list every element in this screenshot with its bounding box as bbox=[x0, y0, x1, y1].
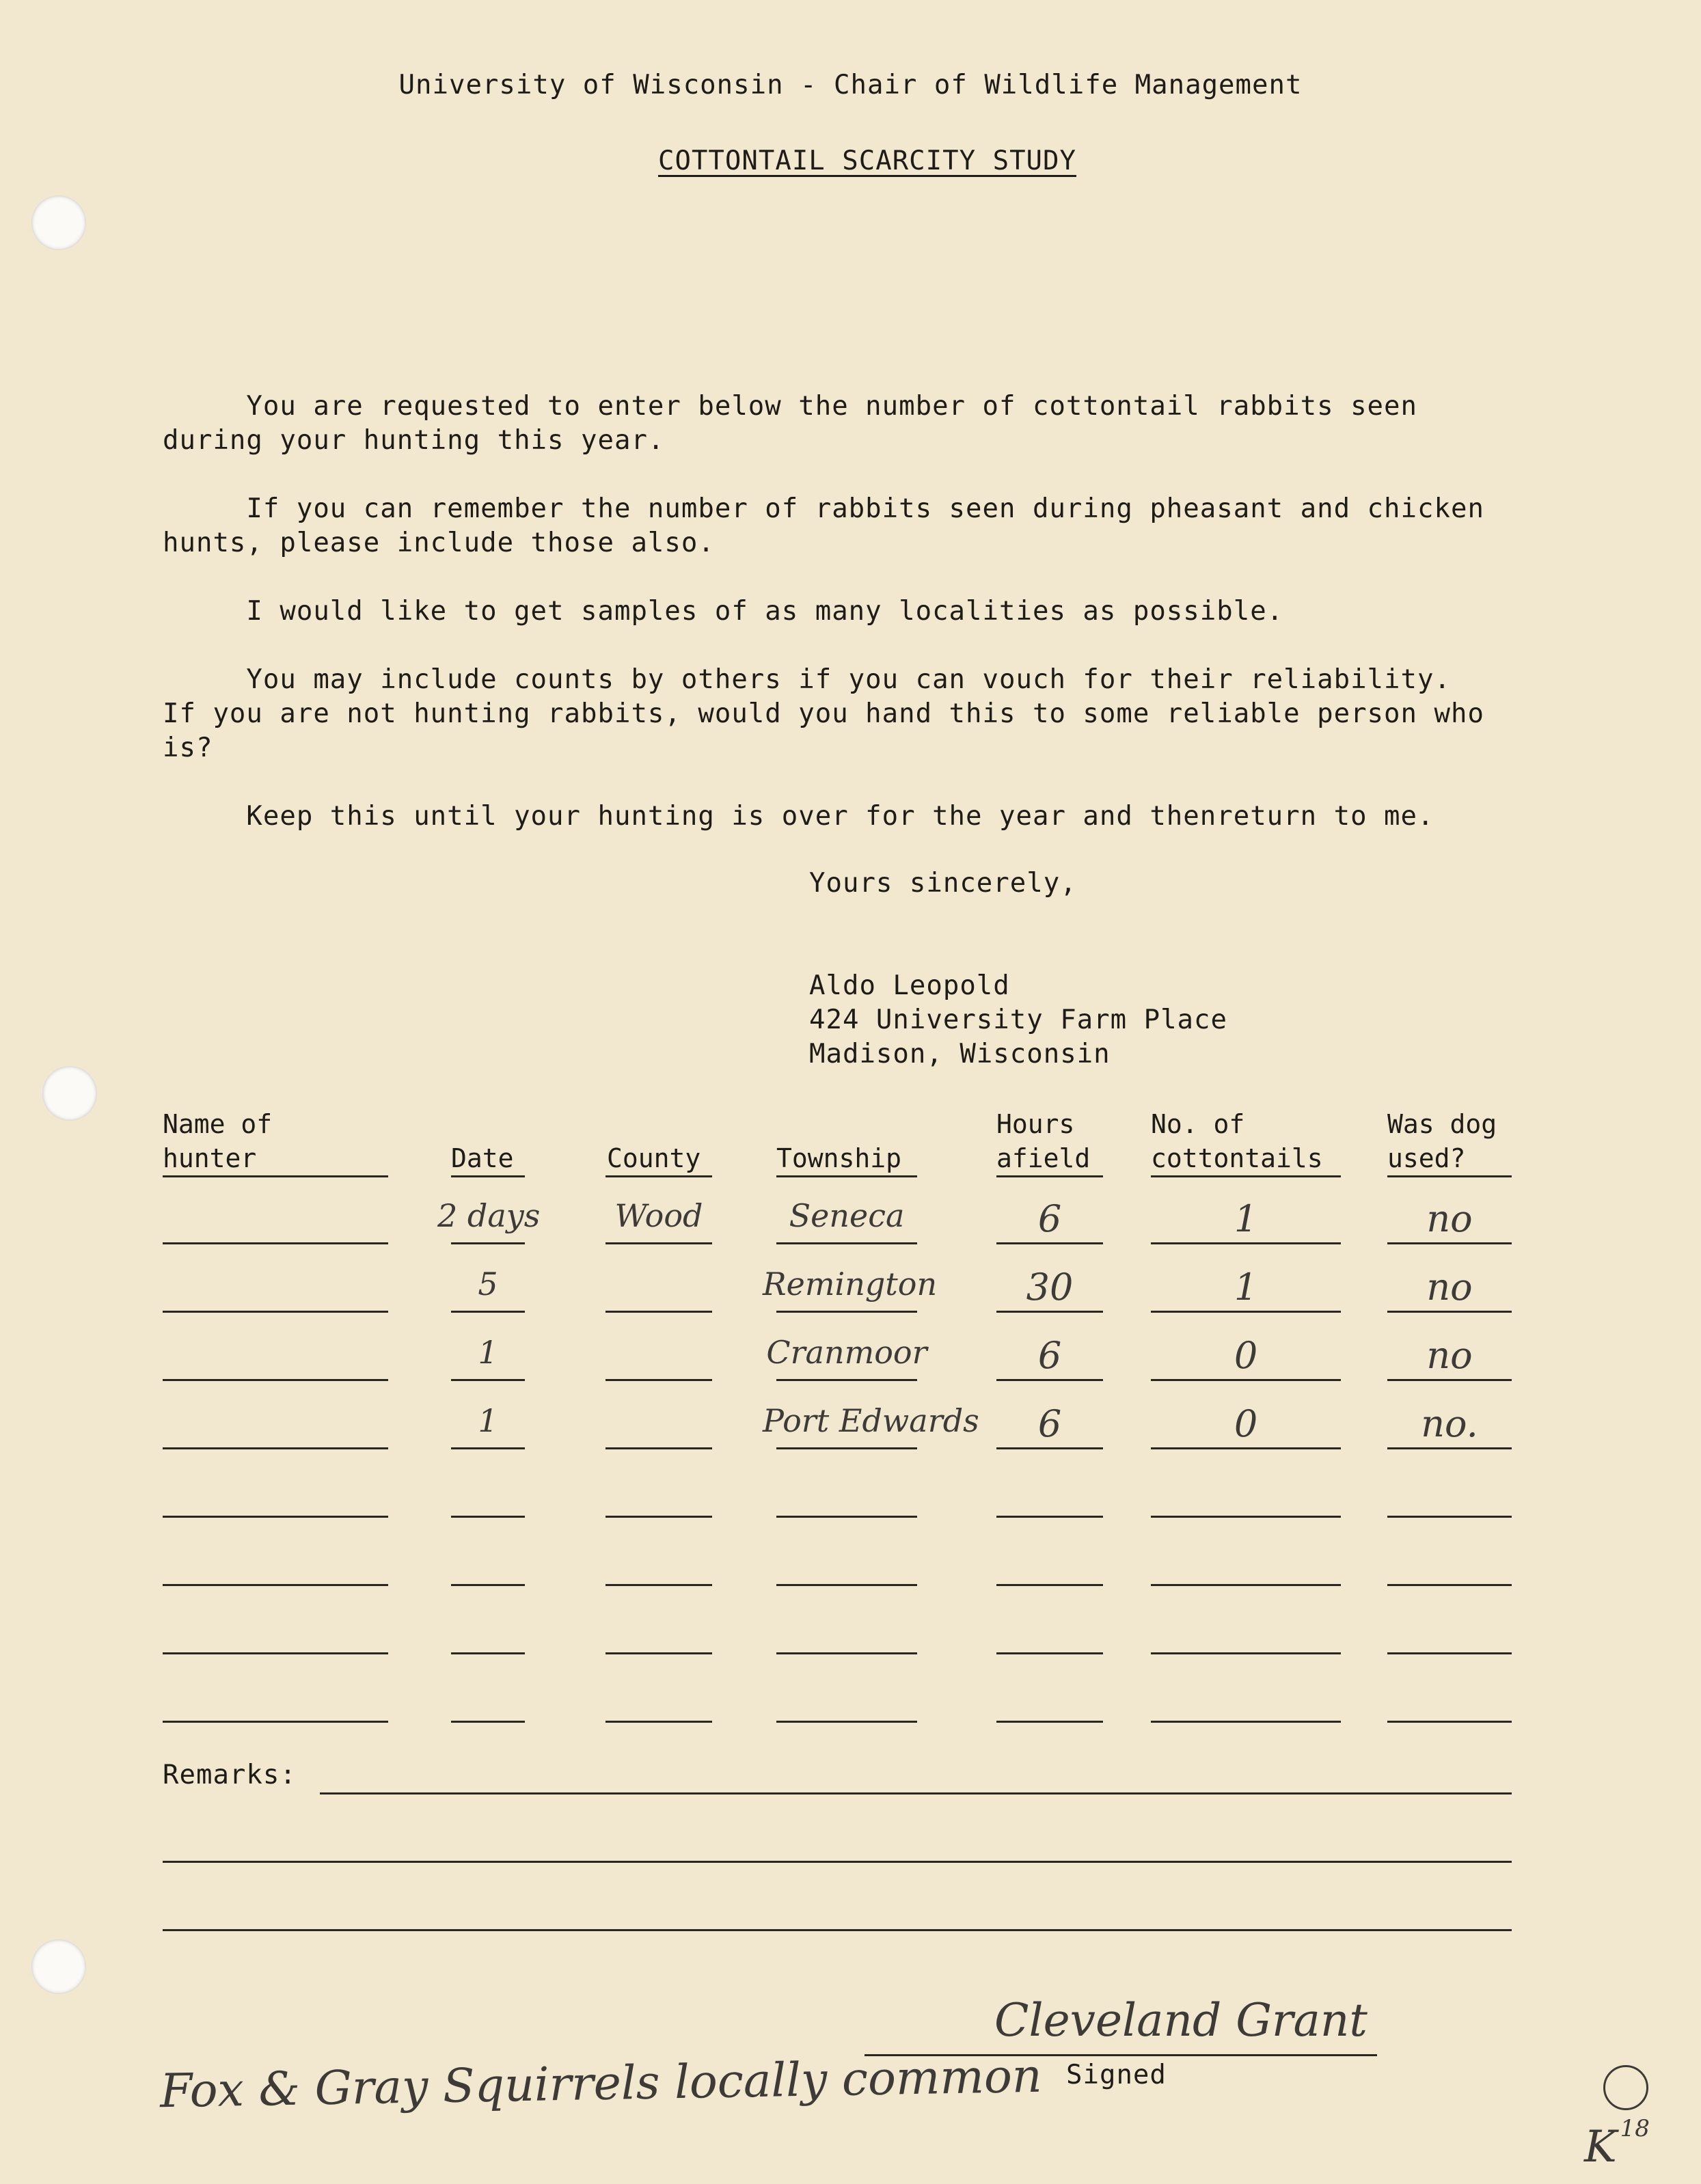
header-county: County bbox=[607, 1143, 701, 1173]
header-was-dog-used: Was dog used? bbox=[1387, 1109, 1497, 1173]
cell-hours: 6 bbox=[1037, 1197, 1062, 1240]
cell-dog: no bbox=[1426, 1334, 1473, 1377]
entry-line-dog[interactable] bbox=[1387, 1721, 1512, 1723]
signature-label: Signed bbox=[1066, 2060, 1167, 2090]
entry-line-dog[interactable] bbox=[1387, 1652, 1512, 1654]
signer-address-line-1: 424 University Farm Place bbox=[809, 1005, 1227, 1035]
entry-line-township[interactable] bbox=[776, 1721, 917, 1723]
institution-heading: University of Wisconsin - Chair of Wildlife Management bbox=[398, 70, 1303, 100]
header-underline-count bbox=[1151, 1175, 1341, 1177]
binder-hole-bottom bbox=[31, 1939, 86, 1994]
cell-count: 1 bbox=[1234, 1266, 1258, 1309]
remarks-handwritten: Fox & Gray Squirrels locally common bbox=[159, 2049, 1043, 2119]
header-name-of-hunter: Name of hunter bbox=[163, 1109, 273, 1173]
corner-check-mark: K bbox=[1584, 2122, 1617, 2172]
remarks-label: Remarks: bbox=[163, 1760, 297, 1790]
signature-handwritten: Cleveland Grant bbox=[994, 1994, 1367, 2047]
entry-line-dog[interactable] bbox=[1387, 1379, 1512, 1381]
remarks-line-2[interactable] bbox=[163, 1861, 1512, 1863]
signer-address-line-2: Madison, Wisconsin bbox=[809, 1039, 1111, 1069]
entry-line-township[interactable] bbox=[776, 1379, 917, 1381]
entry-line-name[interactable] bbox=[163, 1311, 388, 1313]
entry-line-date[interactable] bbox=[451, 1652, 525, 1654]
binder-hole-middle bbox=[42, 1066, 97, 1121]
entry-line-county[interactable] bbox=[605, 1652, 712, 1654]
cell-dog: no. bbox=[1421, 1402, 1478, 1445]
entry-line-name[interactable] bbox=[163, 1516, 388, 1518]
entry-line-township[interactable] bbox=[776, 1652, 917, 1654]
entry-line-county[interactable] bbox=[605, 1447, 712, 1449]
header-underline-hours bbox=[996, 1175, 1103, 1177]
entry-line-hours[interactable] bbox=[996, 1447, 1103, 1449]
entry-line-dog[interactable] bbox=[1387, 1447, 1512, 1449]
cell-hours: 30 bbox=[1026, 1266, 1074, 1309]
cell-dog: no bbox=[1426, 1197, 1473, 1240]
entry-line-name[interactable] bbox=[163, 1584, 388, 1586]
entry-line-name[interactable] bbox=[163, 1447, 388, 1449]
cell-hours: 6 bbox=[1037, 1402, 1062, 1445]
cell-count: 0 bbox=[1234, 1334, 1258, 1377]
cell-township: Seneca bbox=[789, 1197, 905, 1234]
entry-line-dog[interactable] bbox=[1387, 1584, 1512, 1586]
entry-line-count[interactable] bbox=[1151, 1311, 1341, 1313]
entry-line-hours[interactable] bbox=[996, 1311, 1103, 1313]
cell-township: Port Edwards bbox=[763, 1402, 979, 1439]
cell-county: Wood bbox=[614, 1197, 703, 1234]
header-hours-afield: Hours afield bbox=[996, 1109, 1091, 1173]
entry-line-date[interactable] bbox=[451, 1516, 525, 1518]
entry-line-county[interactable] bbox=[605, 1584, 712, 1586]
entry-line-dog[interactable] bbox=[1387, 1242, 1512, 1244]
entry-line-county[interactable] bbox=[605, 1516, 712, 1518]
paragraph-1: You are requested to enter below the number of cottontail rabbits seen during your hunting this year. bbox=[163, 391, 1417, 456]
header-township: Township bbox=[776, 1143, 902, 1173]
entry-line-count[interactable] bbox=[1151, 1447, 1341, 1449]
header-no-of-cottontails: No. of cottontails bbox=[1151, 1109, 1323, 1173]
remarks-line-3[interactable] bbox=[163, 1929, 1512, 1931]
cell-date: 5 bbox=[478, 1266, 498, 1302]
entry-line-township[interactable] bbox=[776, 1311, 917, 1313]
cell-dog: no bbox=[1426, 1266, 1473, 1309]
entry-line-county[interactable] bbox=[605, 1311, 712, 1313]
cell-date: 2 days bbox=[437, 1197, 541, 1234]
header-date: Date bbox=[451, 1143, 514, 1173]
form-title bbox=[0, 115, 1701, 176]
form-title-text: COTTONTAIL SCARCITY STUDY bbox=[657, 146, 1076, 176]
entry-line-date[interactable] bbox=[451, 1721, 525, 1723]
entry-line-county[interactable] bbox=[605, 1242, 712, 1244]
entry-line-date[interactable] bbox=[451, 1242, 525, 1244]
paragraph-4: You may include counts by others if you can vouch for their reliability. If you are not hunting rabbits, would you hand this to some reliable person who is? bbox=[163, 664, 1484, 763]
entry-line-count[interactable] bbox=[1151, 1584, 1341, 1586]
entry-line-date[interactable] bbox=[451, 1447, 525, 1449]
entry-line-date[interactable] bbox=[451, 1584, 525, 1586]
entry-line-hours[interactable] bbox=[996, 1652, 1103, 1654]
entry-line-dog[interactable] bbox=[1387, 1311, 1512, 1313]
entry-line-township[interactable] bbox=[776, 1447, 917, 1449]
header-underline-township bbox=[776, 1175, 917, 1177]
binder-hole-top bbox=[31, 195, 86, 250]
cell-date: 1 bbox=[478, 1334, 498, 1371]
entry-line-date[interactable] bbox=[451, 1379, 525, 1381]
entry-line-township[interactable] bbox=[776, 1584, 917, 1586]
entry-line-county[interactable] bbox=[605, 1379, 712, 1381]
header-underline-date bbox=[451, 1175, 525, 1177]
entry-line-hours[interactable] bbox=[996, 1242, 1103, 1244]
cell-count: 1 bbox=[1234, 1197, 1258, 1240]
paragraph-2: If you can remember the number of rabbits seen during pheasant and chicken hunts, please include those also. bbox=[163, 493, 1484, 558]
paragraph-5: Keep this until your hunting is over for the year and thenreturn to me. bbox=[163, 801, 1434, 832]
entry-line-count[interactable] bbox=[1151, 1379, 1341, 1381]
entry-line-township[interactable] bbox=[776, 1516, 917, 1518]
cell-hours: 6 bbox=[1037, 1334, 1062, 1377]
cell-township: Remington bbox=[763, 1266, 938, 1302]
entry-line-name[interactable] bbox=[163, 1242, 388, 1244]
entry-line-hours[interactable] bbox=[996, 1379, 1103, 1381]
entry-line-hours[interactable] bbox=[996, 1721, 1103, 1723]
signer-name: Aldo Leopold bbox=[809, 970, 1010, 1001]
cell-township: Cranmoor bbox=[766, 1334, 927, 1371]
entry-line-name[interactable] bbox=[163, 1379, 388, 1381]
cell-date: 1 bbox=[478, 1402, 498, 1439]
entry-line-hours[interactable] bbox=[996, 1516, 1103, 1518]
paragraph-3: I would like to get samples of as many localities as possible. bbox=[163, 596, 1284, 627]
entry-line-count[interactable] bbox=[1151, 1242, 1341, 1244]
entry-line-date[interactable] bbox=[451, 1311, 525, 1313]
header-underline-dog bbox=[1387, 1175, 1512, 1177]
closing: Yours sincerely, bbox=[809, 868, 1077, 899]
cell-count: 0 bbox=[1234, 1402, 1258, 1445]
entry-line-hours[interactable] bbox=[996, 1584, 1103, 1586]
entry-line-name[interactable] bbox=[163, 1721, 388, 1723]
entry-line-count[interactable] bbox=[1151, 1652, 1341, 1654]
page-number-mark bbox=[1603, 2065, 1650, 2142]
header-underline-name bbox=[163, 1175, 388, 1177]
page-number-text: 18 bbox=[1620, 2115, 1650, 2142]
entry-line-dog[interactable] bbox=[1387, 1516, 1512, 1518]
entry-line-count[interactable] bbox=[1151, 1516, 1341, 1518]
entry-line-township[interactable] bbox=[776, 1242, 917, 1244]
entry-line-name[interactable] bbox=[163, 1652, 388, 1654]
entry-line-county[interactable] bbox=[605, 1721, 712, 1723]
entry-line-count[interactable] bbox=[1151, 1721, 1341, 1723]
header-underline-county bbox=[605, 1175, 712, 1177]
remarks-line-1[interactable] bbox=[320, 1792, 1512, 1794]
